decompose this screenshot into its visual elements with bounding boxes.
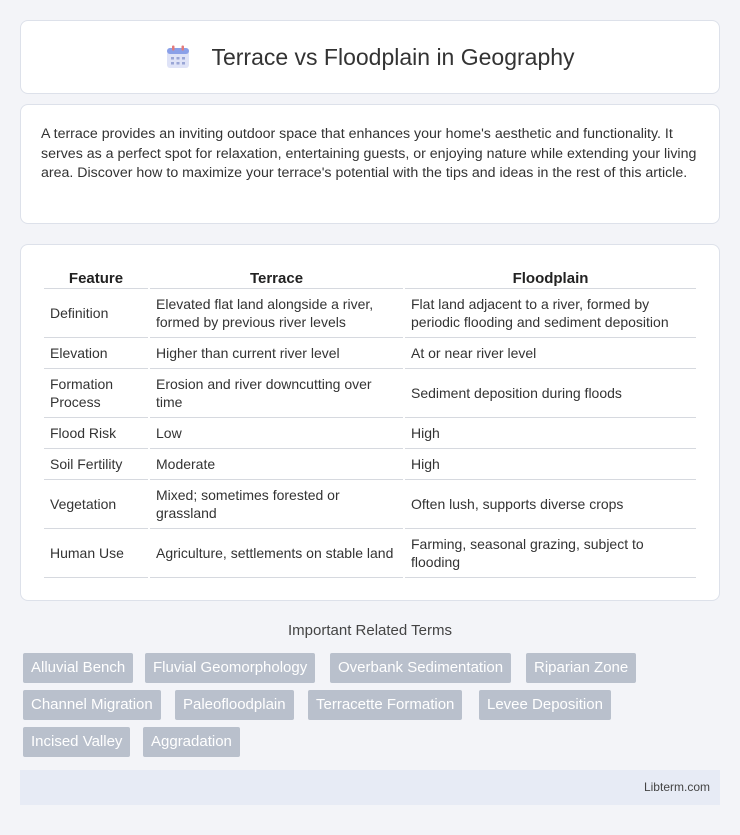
footer-site-link[interactable]: Libterm.com xyxy=(643,780,710,794)
intro-card xyxy=(20,104,720,224)
tag-levee-deposition[interactable]: Levee Deposition xyxy=(479,690,611,720)
floodplain-cell: High xyxy=(405,449,696,480)
floodplain-cell: Often lush, supports diverse crops xyxy=(405,480,696,529)
comparison-table-card xyxy=(20,244,720,601)
feature-cell: Human Use xyxy=(44,529,148,578)
terrace-cell: Moderate xyxy=(150,449,403,480)
floodplain-cell: Farming, seasonal grazing, subject to flooding xyxy=(405,529,696,578)
table-row xyxy=(44,449,696,480)
terrace-cell: Erosion and river downcutting over time xyxy=(150,369,403,418)
tag-channel-migration[interactable]: Channel Migration xyxy=(23,690,161,720)
floodplain-cell: At or near river level xyxy=(405,338,696,369)
feature-cell: Elevation xyxy=(44,338,148,369)
tag-overbank-sedimentation[interactable]: Overbank Sedimentation xyxy=(330,653,511,683)
tag-riparian-zone[interactable]: Riparian Zone xyxy=(526,653,636,683)
header-floodplain: Floodplain xyxy=(405,265,696,289)
floodplain-cell: Flat land adjacent to a river, formed by periodic flooding and sediment deposition xyxy=(405,289,696,338)
title-card xyxy=(20,20,720,94)
feature-cell: Vegetation xyxy=(44,480,148,529)
header-terrace: Terrace xyxy=(150,265,403,289)
feature-cell: Soil Fertility xyxy=(44,449,148,480)
comparison-table xyxy=(42,265,698,578)
feature-cell: Definition xyxy=(44,289,148,338)
tag-alluvial-bench[interactable]: Alluvial Bench xyxy=(23,653,133,683)
table-row xyxy=(44,369,696,418)
calendar-icon xyxy=(165,44,191,70)
tag-fluvial-geomorphology[interactable]: Fluvial Geomorphology xyxy=(145,653,315,683)
terrace-cell: Higher than current river level xyxy=(150,338,403,369)
page-title: Terrace vs Floodplain in Geography xyxy=(211,43,575,70)
table-row xyxy=(44,529,696,578)
intro-text: A terrace provides an inviting outdoor space that enhances your home's aesthetic and functionality. It serves as a perfect spot for relaxation, entertaining guests, or enjoying nature while extending your living area. Discover how to maximize your terrace's potential with the tips and ideas in the rest of this article. xyxy=(41,126,697,181)
tag-aggradation[interactable]: Aggradation xyxy=(143,727,240,757)
table-row xyxy=(44,480,696,529)
terrace-cell: Mixed; sometimes forested or grassland xyxy=(150,480,403,529)
tag-terracette-formation[interactable]: Terracette Formation xyxy=(308,690,462,720)
tag-incised-valley[interactable]: Incised Valley xyxy=(23,727,130,757)
terrace-cell: Agriculture, settlements on stable land xyxy=(150,529,403,578)
terrace-cell: Low xyxy=(150,418,403,449)
related-terms-title: Important Related Terms xyxy=(288,622,452,639)
floodplain-cell: High xyxy=(405,418,696,449)
header-feature: Feature xyxy=(44,265,148,289)
table-row xyxy=(44,418,696,449)
tag-paleofloodplain[interactable]: Paleofloodplain xyxy=(175,690,294,720)
footer xyxy=(20,770,720,805)
table-row xyxy=(44,289,696,338)
terrace-cell: Elevated flat land alongside a river, formed by previous river levels xyxy=(150,289,403,338)
feature-cell: Flood Risk xyxy=(44,418,148,449)
floodplain-cell: Sediment deposition during floods xyxy=(405,369,696,418)
feature-cell: Formation Process xyxy=(44,369,148,418)
table-row xyxy=(44,338,696,369)
